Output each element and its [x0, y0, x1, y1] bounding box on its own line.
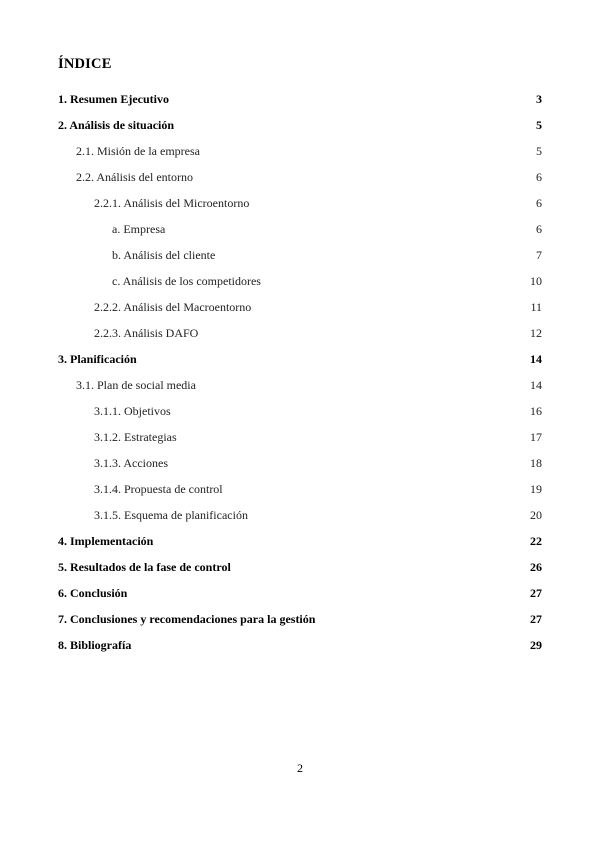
toc-entry[interactable] [0, 116, 600, 142]
toc-entry-label: 3.1.3. Acciones [94, 456, 168, 470]
toc-entry-page: 10 [530, 274, 542, 288]
toc-list [0, 90, 600, 662]
toc-entry-label: 3.1.4. Propuesta de control [94, 482, 223, 496]
toc-entry-page: 11 [530, 300, 542, 314]
toc-entry-page: 14 [530, 378, 542, 392]
toc-entry[interactable] [0, 298, 600, 324]
toc-entry[interactable] [0, 168, 600, 194]
toc-entry-page: 5 [536, 118, 542, 132]
toc-entry-page: 29 [530, 638, 542, 652]
toc-entry-label: 3.1.1. Objetivos [94, 404, 171, 418]
toc-entry-page: 16 [530, 404, 542, 418]
toc-entry-page: 17 [530, 430, 542, 444]
toc-entry[interactable] [0, 636, 600, 662]
toc-entry[interactable] [0, 454, 600, 480]
toc-entry[interactable] [0, 324, 600, 350]
toc-entry-label: 2.1. Misión de la empresa [76, 144, 200, 158]
toc-entry-label: 8. Bibliografía [58, 638, 132, 652]
toc-entry-page: 7 [536, 248, 542, 262]
toc-entry[interactable] [0, 558, 600, 584]
toc-entry-page: 14 [530, 352, 542, 366]
toc-entry-label: 2.2.3. Análisis DAFO [94, 326, 199, 340]
toc-entry[interactable] [0, 142, 600, 168]
toc-entry[interactable] [0, 90, 600, 116]
toc-entry-page: 27 [530, 586, 542, 600]
toc-entry-label: a. Empresa [112, 222, 166, 236]
toc-entry[interactable] [0, 532, 600, 558]
toc-entry-page: 12 [530, 326, 542, 340]
toc-entry[interactable] [0, 350, 600, 376]
toc-entry-label: 6. Conclusión [58, 586, 128, 600]
toc-entry[interactable] [0, 194, 600, 220]
toc-entry-label: 2.2.2. Análisis del Macroentorno [94, 300, 252, 314]
toc-entry-label: 7. Conclusiones y recomendaciones para la gestión [58, 612, 316, 626]
page-number: 2 [297, 761, 303, 775]
toc-entry-page: 6 [536, 222, 542, 236]
toc-entry[interactable] [0, 402, 600, 428]
toc-entry-page: 27 [530, 612, 542, 626]
toc-entry[interactable] [0, 506, 600, 532]
toc-entry-label: 3.1. Plan de social media [76, 378, 196, 392]
toc-entry[interactable] [0, 272, 600, 298]
toc-title: ÍNDICE [58, 56, 112, 72]
toc-entry-label: b. Análisis del cliente [112, 248, 216, 262]
toc-entry-page: 5 [536, 144, 542, 158]
toc-entry-page: 22 [530, 534, 542, 548]
toc-entry-label: 3. Planificación [58, 352, 137, 366]
toc-entry-label: 3.1.5. Esquema de planificación [94, 508, 248, 522]
toc-entry-page: 6 [536, 170, 542, 184]
toc-entry[interactable] [0, 428, 600, 454]
toc-entry-label: 4. Implementación [58, 534, 154, 548]
toc-entry-page: 6 [536, 196, 542, 210]
toc-entry[interactable] [0, 220, 600, 246]
toc-entry[interactable] [0, 376, 600, 402]
toc-entry-label: 1. Resumen Ejecutivo [58, 92, 169, 106]
toc-entry[interactable] [0, 480, 600, 506]
toc-entry-page: 26 [530, 560, 542, 574]
toc-entry[interactable] [0, 610, 600, 636]
toc-entry-label: 3.1.2. Estrategias [94, 430, 177, 444]
toc-entry-label: 2.2. Análisis del entorno [76, 170, 193, 184]
toc-entry-label: 5. Resultados de la fase de control [58, 560, 231, 574]
toc-entry-label: 2.2.1. Análisis del Microentorno [94, 196, 250, 210]
toc-entry[interactable] [0, 584, 600, 610]
toc-entry-page: 19 [530, 482, 542, 496]
toc-entry-page: 3 [536, 92, 542, 106]
toc-entry-label: 2. Análisis de situación [58, 118, 175, 132]
toc-entry-page: 18 [530, 456, 542, 470]
toc-entry-label: c. Análisis de los competidores [112, 274, 261, 288]
toc-entry-page: 20 [530, 508, 542, 522]
toc-entry[interactable] [0, 246, 600, 272]
